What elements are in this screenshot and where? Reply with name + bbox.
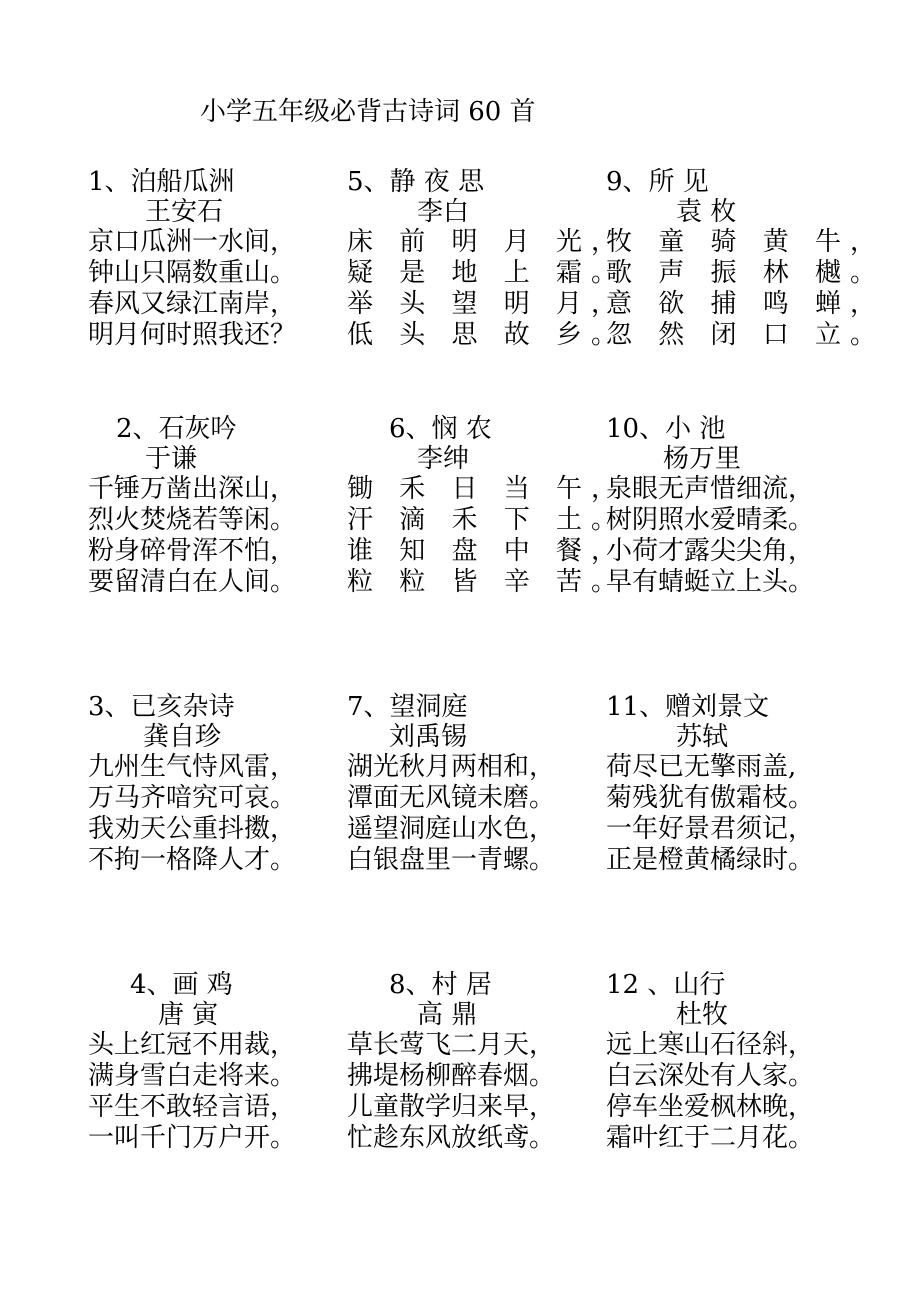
- poem-title: 10、小 池: [606, 414, 726, 444]
- poem-author: 杜牧: [676, 1000, 729, 1030]
- poem-line: 汗 滴 禾 下 土。: [347, 505, 627, 535]
- poem-7: [347, 692, 597, 876]
- poem-line: 一叫千门万户开。: [88, 1123, 297, 1153]
- poem-line: 正是橙黄橘绿时。: [606, 845, 815, 875]
- poem-title: 5、静 夜 思: [347, 167, 485, 197]
- poem-line: 明月何时照我还？: [88, 320, 297, 350]
- poem-line: 菊残犹有傲霜枝。: [606, 783, 815, 813]
- poem-author: 李白: [417, 197, 470, 227]
- poem-line: 头上红冠不用裁，: [88, 1030, 297, 1060]
- poem-title: 7、望洞庭: [347, 692, 468, 722]
- poem-title: 12 、山行: [606, 970, 726, 1000]
- poem-author: 苏轼: [676, 722, 729, 752]
- poem-8: [347, 970, 597, 1154]
- poem-line: 万马齐喑究可哀。: [88, 783, 297, 813]
- poem-title: 11、赠刘景文: [606, 692, 770, 722]
- poem-line: 平生不敢轻言语，: [88, 1092, 297, 1122]
- poem-author: 杨万里: [663, 444, 742, 474]
- poem-title: 3、已亥杂诗: [88, 692, 235, 722]
- poem-line: 烈火焚烧若等闲。: [88, 505, 297, 535]
- poem-line: 九州生气恃风雷，: [88, 752, 297, 782]
- poem-line: 要留清白在人间。: [88, 567, 297, 597]
- poem-4: [88, 970, 338, 1154]
- poem-line: 不拘一格降人才。: [88, 845, 297, 875]
- poem-2: [88, 414, 338, 598]
- poem-line: 早有蜻蜓立上头。: [606, 567, 815, 597]
- poem-line: 遥望洞庭山水色，: [347, 814, 556, 844]
- poem-line: 歌 声 振 林 樾。: [606, 258, 886, 288]
- poem-line: 泉眼无声惜细流，: [606, 474, 815, 504]
- poem-9: [606, 167, 886, 351]
- poem-line: 霜叶红于二月花。: [606, 1123, 815, 1153]
- poem-author: 刘禹锡: [389, 722, 468, 752]
- poem-line: 意 欲 捕 鸣 蝉，: [606, 289, 886, 319]
- poem-line: 荷尽已无擎雨盖,: [606, 752, 797, 782]
- poem-10: [606, 414, 856, 598]
- poem-line: 小荷才露尖尖角，: [606, 536, 815, 566]
- poem-line: 粉身碎骨浑不怕，: [88, 536, 297, 566]
- poem-line: 儿童散学归来早，: [347, 1092, 556, 1122]
- poem-6: [347, 414, 627, 598]
- poem-title: 9、所 见: [606, 167, 709, 197]
- poem-author: 李绅: [417, 444, 470, 474]
- poem-line: 忙趁东风放纸鸢。: [347, 1123, 556, 1153]
- poem-line: 我劝天公重抖擞，: [88, 814, 297, 844]
- poem-line: 粒 粒 皆 辛 苦。: [347, 567, 627, 597]
- poem-line: 白云深处有人家。: [606, 1061, 815, 1091]
- poem-line: 满身雪白走将来。: [88, 1061, 297, 1091]
- poem-line: 春风又绿江南岸，: [88, 289, 297, 319]
- poem-1: [88, 167, 338, 351]
- poem-line: 举 头 望 明 月，: [347, 289, 627, 319]
- poem-3: [88, 692, 338, 876]
- poem-author: 龚自珍: [143, 722, 222, 752]
- poem-title: 4、画 鸡: [130, 970, 233, 1000]
- poem-line: 京口瓜洲一水间，: [88, 227, 297, 257]
- poem-line: 远上寒山石径斜，: [606, 1030, 815, 1060]
- poem-line: 拂堤杨柳醉春烟。: [347, 1061, 556, 1091]
- poem-5: [347, 167, 627, 351]
- poem-author: 袁 枚: [676, 197, 737, 227]
- poem-11: [606, 692, 856, 876]
- poem-line: 低 头 思 故 乡。: [347, 320, 627, 350]
- poem-line: 忽 然 闭 口 立。: [606, 320, 886, 350]
- poem-line: 疑 是 地 上 霜。: [347, 258, 627, 288]
- poem-line: 床 前 明 月 光，: [347, 227, 627, 257]
- poem-line: 湖光秋月两相和，: [347, 752, 556, 782]
- poem-12: [606, 970, 856, 1154]
- poem-line: 潭面无风镜未磨。: [347, 783, 556, 813]
- poem-line: 白银盘里一青螺。: [347, 845, 556, 875]
- poem-line: 锄 禾 日 当 午，: [347, 474, 627, 504]
- poem-author: 高 鼎: [417, 1000, 478, 1030]
- poem-title: 6、悯 农: [389, 414, 492, 444]
- poem-line: 一年好景君须记，: [606, 814, 815, 844]
- poem-title: 1、泊船瓜洲: [88, 167, 235, 197]
- poem-author: 王安石: [145, 197, 224, 227]
- poem-line: 谁 知 盘 中 餐，: [347, 536, 627, 566]
- poem-title: 2、石灰吟: [116, 414, 237, 444]
- page-title: 小学五年级必背古诗词 60 首: [200, 97, 536, 127]
- poem-line: 草长莺飞二月天，: [347, 1030, 556, 1060]
- poem-title: 8、村 居: [389, 970, 492, 1000]
- poem-author: 于谦: [145, 444, 198, 474]
- poem-author: 唐 寅: [158, 1000, 219, 1030]
- poem-line: 停车坐爱枫林晚，: [606, 1092, 815, 1122]
- poem-line: 牧 童 骑 黄 牛，: [606, 227, 886, 257]
- poem-line: 钟山只隔数重山。: [88, 258, 297, 288]
- poem-line: 千锤万凿出深山，: [88, 474, 297, 504]
- poem-line: 树阴照水爱晴柔。: [606, 505, 815, 535]
